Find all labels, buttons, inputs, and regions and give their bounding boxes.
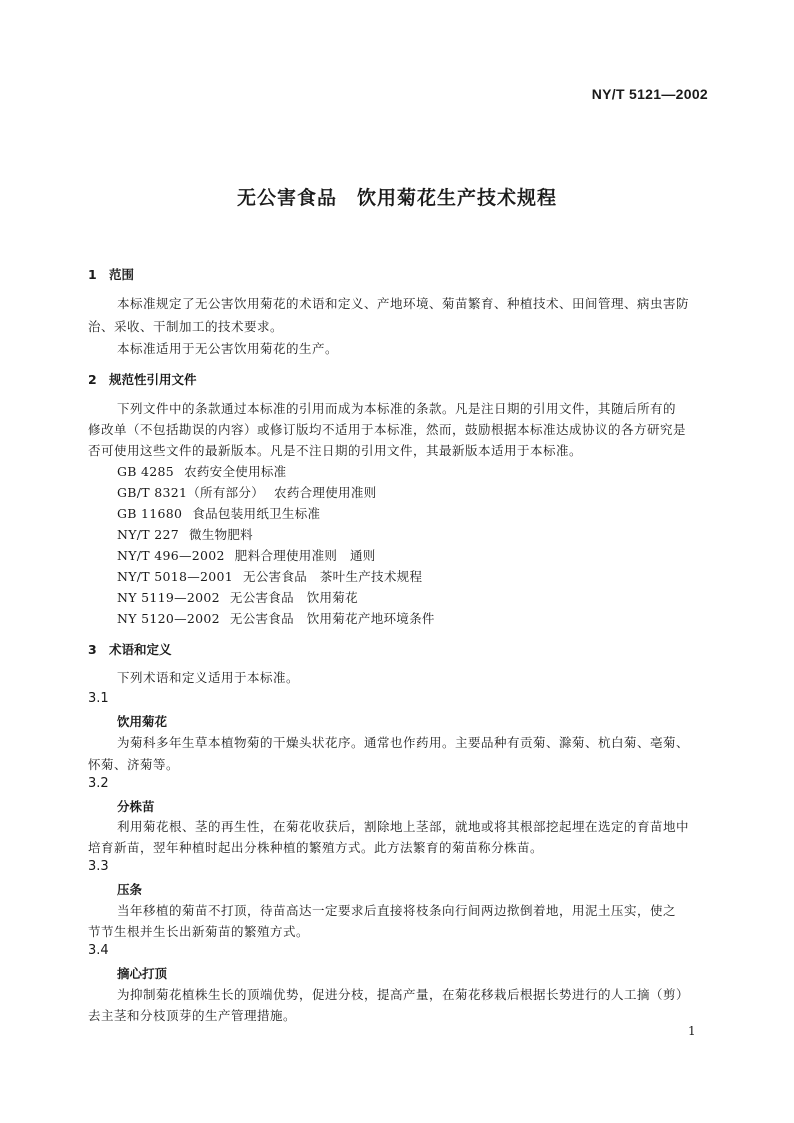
reference-name: 肥料合理使用准则 通则 <box>234 548 376 563</box>
reference-item <box>117 525 253 543</box>
section-2-heading <box>88 370 197 388</box>
section-title: 范围 <box>109 267 135 282</box>
paragraph-line: 本标准规定了无公害饮用菊花的术语和定义、产地环境、菊苗繁育、种植技术、田间管理、病虫害防 <box>117 296 690 311</box>
reference-item <box>117 588 358 606</box>
reference-name: 食品包装用纸卫生标准 <box>192 506 321 521</box>
page-number: 1 <box>688 1024 696 1038</box>
reference-name: 微生物肥料 <box>188 527 253 542</box>
section-title: 术语和定义 <box>109 642 172 657</box>
section-title: 规范性引用文件 <box>109 372 197 387</box>
reference-code: GB 11680 <box>117 506 183 521</box>
term-number: 3.2 <box>88 776 109 791</box>
reference-code: NY 5120—2002 <box>117 611 220 626</box>
reference-name: 农药安全使用标准 <box>184 464 287 479</box>
paragraph-line: 否可使用这些文件的最新版本。凡是不注日期的引用文件，其最新版本适用于本标准。 <box>88 443 583 458</box>
term-name: 分株苗 <box>117 799 155 814</box>
reference-code: NY/T 5018—2001 <box>117 569 234 584</box>
reference-item <box>117 462 286 480</box>
reference-name: 农药合理使用准则 <box>274 485 377 500</box>
reference-item <box>117 546 376 564</box>
reference-item <box>117 504 320 522</box>
section-1-heading <box>88 265 134 283</box>
term-name: 摘心打顶 <box>117 966 168 981</box>
paragraph-line: 修改单（不包括勘误的内容）或修订版均不适用于本标准，然而，鼓励根据本标准达成协议的各方研究是 <box>88 422 687 437</box>
standard-code: NY/T 5121—2002 <box>591 86 708 102</box>
paragraph-line: 下列文件中的条款通过本标准的引用而成为本标准的条款。凡是注日期的引用文件，其随后所有的 <box>117 401 677 416</box>
term-definition-line: 为菊科多年生草本植物菊的干燥头状花序。通常也作药用。主要品种有贡菊、滁菊、杭白菊、亳菊、 <box>117 735 690 750</box>
paragraph-line: 本标准适用于无公害饮用菊花的生产。 <box>117 341 339 356</box>
term-definition-line: 当年移植的菊苗不打顶，待苗高达一定要求后直接将枝条向行间两边揿倒着地，用泥土压实，使之 <box>117 903 677 918</box>
term-definition-line: 利用菊花根、茎的再生性，在菊花收获后，割除地上茎部，就地或将其根部挖起埋在选定的育苗地中 <box>117 819 690 834</box>
reference-name: 无公害食品 饮用菊花产地环境条件 <box>229 611 435 626</box>
term-definition-line: 为抑制菊花植株生长的顶端优势，促进分枝，提高产量，在菊花移栽后根据长势进行的人工摘（剪） <box>117 987 690 1002</box>
reference-name: 无公害食品 饮用菊花 <box>229 590 358 605</box>
section-number: 2 <box>88 372 97 387</box>
term-definition-line: 去主茎和分枝顶芽的生产管理措施。 <box>88 1008 297 1023</box>
term-definition-line: 节节生根并生长出新菊苗的繁殖方式。 <box>88 924 310 939</box>
reference-item <box>117 609 435 627</box>
reference-code: NY 5119—2002 <box>117 590 220 605</box>
term-definition-line: 培育新苗，翌年种植时起出分株种植的繁殖方式。此方法繁育的菊苗称分株苗。 <box>88 840 544 855</box>
reference-code: GB/T 8321（所有部分） <box>117 485 265 500</box>
term-number: 3.3 <box>88 859 109 874</box>
reference-code: GB 4285 <box>117 464 175 479</box>
term-definition-line: 怀菊、济菊等。 <box>88 757 180 772</box>
reference-code: NY/T 227 <box>117 527 179 542</box>
paragraph-line: 治、采收、干制加工的技术要求。 <box>88 319 284 334</box>
document-title: 无公害食品 饮用菊花生产技术规程 <box>236 187 557 209</box>
term-number: 3.1 <box>88 691 109 706</box>
term-name: 饮用菊花 <box>117 714 168 729</box>
term-name: 压条 <box>117 882 143 897</box>
section-number: 3 <box>88 642 97 657</box>
reference-item <box>117 567 422 585</box>
reference-code: NY/T 496—2002 <box>117 548 225 563</box>
paragraph-line: 下列术语和定义适用于本标准。 <box>117 670 300 685</box>
term-number: 3.4 <box>88 943 109 958</box>
reference-name: 无公害食品 茶叶生产技术规程 <box>243 569 423 584</box>
section-number: 1 <box>88 267 97 282</box>
reference-item <box>117 483 376 501</box>
section-3-heading <box>88 640 172 658</box>
